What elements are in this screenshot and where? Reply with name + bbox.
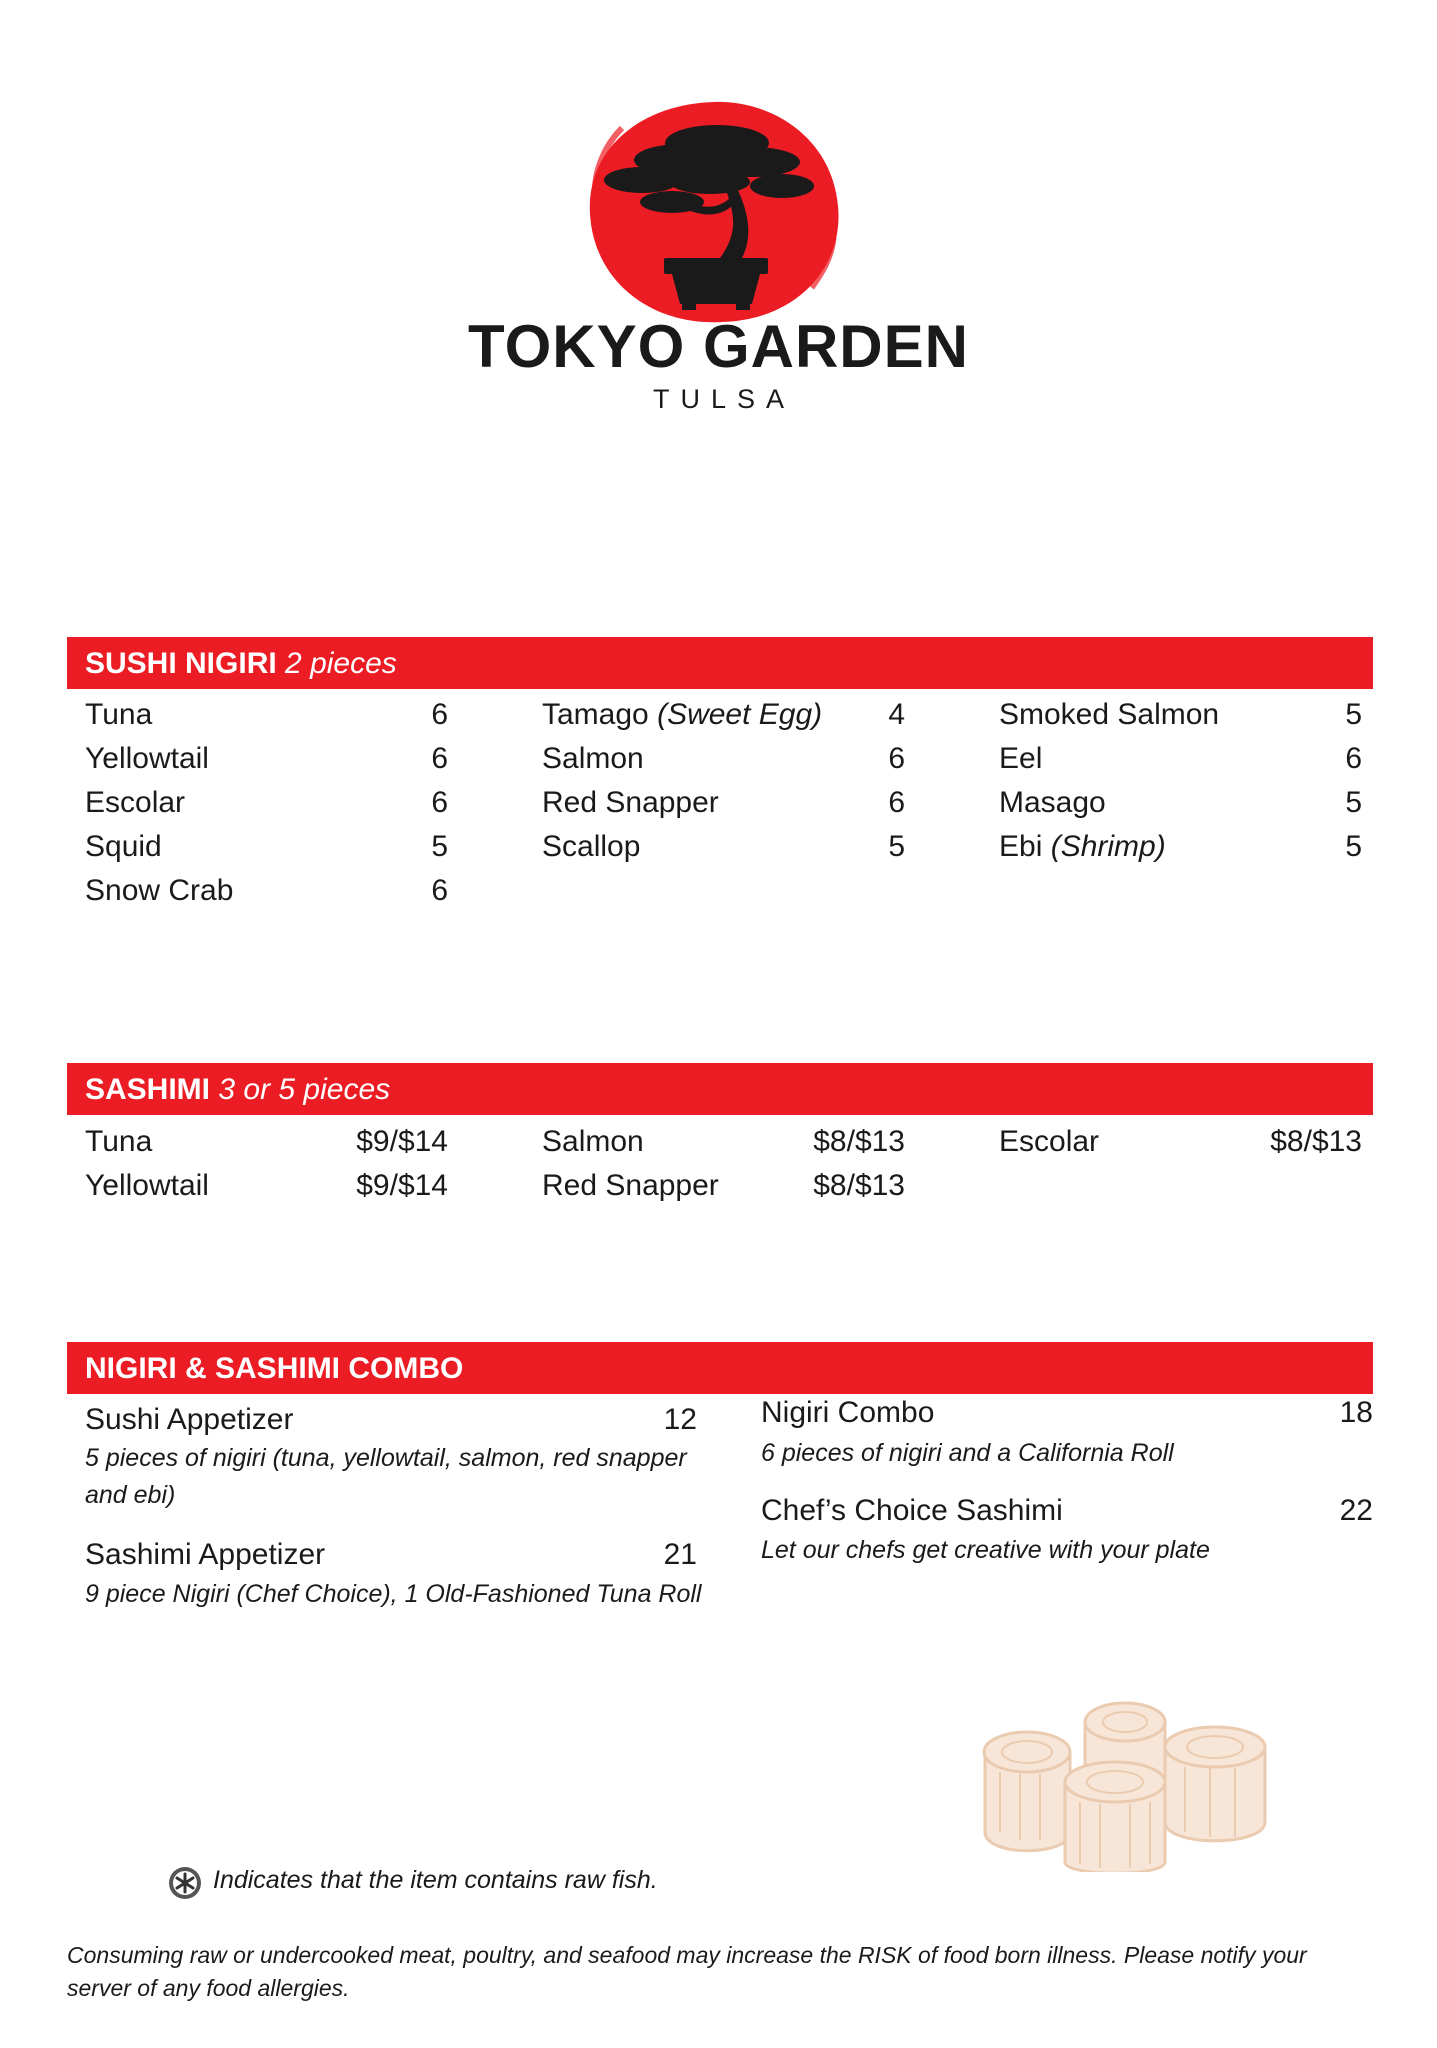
item-price: 5	[1345, 830, 1362, 863]
item-price: 18	[1339, 1396, 1373, 1429]
item-price: 5	[1345, 786, 1362, 819]
item-description: 6 pieces of nigiri and a California Roll	[761, 1439, 1174, 1467]
brand-name: TOKYO GARDEN	[468, 313, 969, 380]
item-name: Ebi (Shrimp)	[999, 830, 1166, 863]
item-price: 21	[663, 1538, 697, 1571]
section-subtitle: 2 pieces	[285, 647, 397, 680]
item-name: Escolar	[85, 786, 186, 819]
item-description: 9 piece Nigiri (Chef Choice), 1 Old-Fashioned Tuna Roll	[85, 1580, 702, 1608]
section-header-sashimi	[67, 1063, 1373, 1115]
raw-fish-icon	[167, 1865, 203, 1901]
item-price: 5	[431, 830, 448, 863]
item-name: Tamago (Sweet Egg)	[542, 698, 823, 731]
item-price: 5	[1345, 698, 1362, 731]
item-price: 6	[431, 874, 448, 907]
brand-city: TULSA	[652, 384, 796, 414]
item-name: Yellowtail	[85, 742, 209, 775]
item-price: 6	[1345, 742, 1362, 775]
item-price: $8/$13	[813, 1169, 905, 1202]
item-price: 22	[1339, 1494, 1373, 1527]
section-title: NIGIRI & SASHIMI COMBO	[85, 1352, 464, 1385]
item-name: Salmon	[542, 742, 644, 775]
item-name: Sushi Appetizer	[85, 1403, 294, 1436]
item-price: 6	[888, 742, 905, 775]
item-note: (Sweet Egg)	[657, 698, 823, 731]
item-price: $9/$14	[356, 1169, 448, 1202]
item-price: 6	[431, 786, 448, 819]
item-name: Eel	[999, 742, 1043, 775]
item-name: Yellowtail	[85, 1169, 209, 1202]
item-price: 12	[663, 1403, 697, 1436]
sushi-roll-illustration-icon	[975, 1692, 1275, 1872]
item-name: Red Snapper	[542, 1169, 719, 1202]
item-name: Tuna	[85, 1125, 153, 1158]
item-description: 5 pieces of nigiri (tuna, yellowtail, salmon, red snapper and ebi)	[85, 1444, 687, 1509]
section-header-combo	[67, 1342, 1373, 1394]
item-price: 6	[431, 698, 448, 731]
item-name: Masago	[999, 786, 1106, 819]
section-title: SUSHI NIGIRI	[85, 647, 277, 680]
legend-text: Indicates that the item contains raw fish.	[213, 1866, 658, 1894]
disclaimer-text: Consuming raw or undercooked meat, poultry, and seafood may increase the RISK of food born illness. Please notify your server of any food allergies.	[67, 1942, 1307, 2001]
item-name: Squid	[85, 830, 162, 863]
item-price: $9/$14	[356, 1125, 448, 1158]
item-name: Chef’s Choice Sashimi	[761, 1494, 1063, 1527]
item-name: Salmon	[542, 1125, 644, 1158]
section-title: SASHIMI	[85, 1073, 211, 1106]
item-price: $8/$13	[813, 1125, 905, 1158]
item-name: Snow Crab	[85, 874, 234, 907]
item-price: 4	[888, 698, 905, 731]
bonsai-logo	[582, 98, 846, 328]
item-description: Let our chefs get creative with your plate	[761, 1536, 1210, 1564]
section-header-nigiri	[67, 637, 1373, 689]
item-name: Escolar	[999, 1125, 1100, 1158]
item-price: 6	[431, 742, 448, 775]
item-price: $8/$13	[1270, 1125, 1362, 1158]
item-price: 5	[888, 830, 905, 863]
item-name: Tuna	[85, 698, 153, 731]
item-name: Red Snapper	[542, 786, 719, 819]
item-name: Scallop	[542, 830, 641, 863]
item-name: Nigiri Combo	[761, 1396, 935, 1429]
item-name: Sashimi Appetizer	[85, 1538, 326, 1571]
section-subtitle: 3 or 5 pieces	[218, 1073, 391, 1106]
item-note: (Shrimp)	[1050, 830, 1166, 863]
item-price: 6	[888, 786, 905, 819]
item-name: Smoked Salmon	[999, 698, 1220, 731]
